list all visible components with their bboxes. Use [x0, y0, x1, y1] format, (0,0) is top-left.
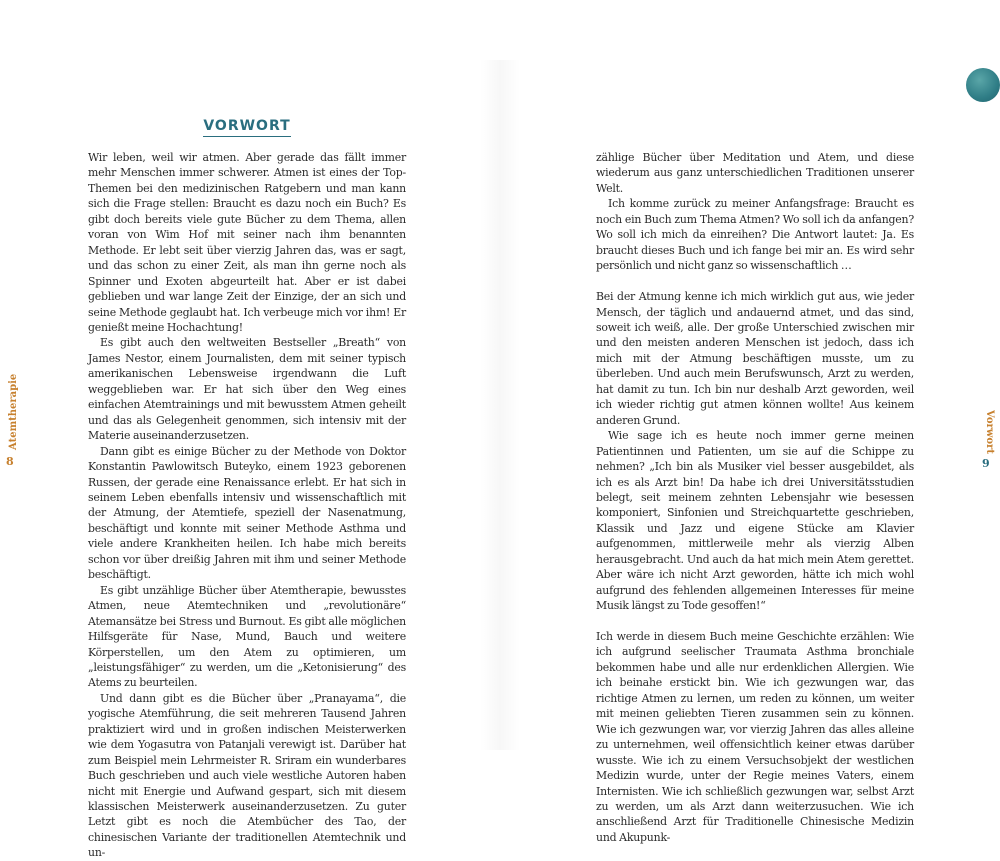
right-running-head-label: Vorwort	[984, 410, 995, 454]
chapter-heading	[88, 118, 406, 134]
paragraph: Es gibt unzählige Bücher über Atemtherapie, bewusstes Atmen, neue Atemtechniken und „revolutionäre“ Atemansätze bei Stress und Burnout. Es gibt alle möglichen Hilfsgeräte für Nase, Mund, Bauch und weitere Körperstellen, um den Atem zu optimieren, um „leistungsfähiger“ zu werden, um die „Ketonisierung“ des Atems zu beurteilen.	[88, 583, 406, 690]
left-page-number: 8	[6, 455, 14, 468]
paragraph: Es gibt auch den weltweiten Bestseller „Breath“ von James Nestor, einem Journalisten, dem mit seiner typisch amerikanischen Lebensweise irgendwann die Luft weggeblieben war. Er hat sich über den Weg eines einfachen Atemtrainings und mit bewusstem Atmen geheilt und das als Gelegenheit genommen, sich intensiv mit der Materie auseinanderzusetzen.	[88, 336, 406, 443]
paragraph: zählige Bücher über Meditation und Atem, und diese wiederum aus ganz unterschiedlichen Traditionen unserer Welt.	[596, 151, 914, 195]
chapter-heading-text: VORWORT	[203, 118, 290, 137]
paragraph: Dann gibt es einige Bücher zu der Methode von Doktor Konstantin Pawlowitsch Buteyko, einem 1923 geborenen Russen, der gerade eine Renaissance erlebt. Er hat sich in seinem Leben ebenfalls intensiv und wissenschaftlich mit der Atmung, der Atemtiefe, speziell der Nasenatmung, beschäftigt und konnte mit seiner Methode Asthma und viele andere Krankheiten heilen. Ich habe mich bereits schon vor über dreißig Jahren mit ihm und seiner Methode beschäftigt.	[88, 444, 406, 582]
paragraph: Und dann gibt es die Bücher über „Pranayama“, die yogische Atemführung, die seit mehreren Tausend Jahren praktiziert wird und in großen indischen Meisterwerken wie dem Yogasutra von Patanjali verewigt ist. Darüber hat zum Beispiel mein Lehrmeister R. Sriram ein wunderbares Buch geschrieben und auch viele westliche Autoren haben nicht mit Energie und Aufwand gespart, sich mit diesem klassischen Meisterwerk auseinanderzusetzen. Zu guter Letzt gibt es noch die Atembücher des Tao, der chinesischen Variante der traditionellen Atemtechnik und un-	[88, 691, 406, 860]
paragraph: Wie sage ich es heute noch immer gerne meinen Patientinnen und Patienten, um sie auf die Schippe zu nehmen? „Ich bin als Musiker viel besser ausgebildet, als ich es als Arzt bin! Da habe ich drei Universitätsstudien belegt, seit meinem zehnten Lebensjahr wie besessen komponiert, Sinfonien und Streichquartette geschrieben, Klassik und Jazz und eigene Stücke am Klavier aufgenommen, mittlerweile mehr als vierzig Alben herausgebracht. Und auch da hat mich mein Atem gerettet. Aber wäre ich nicht Arzt geworden, hätte ich mich wohl aufgrund des fehlenden allgemeinen Interesses für meine Musik längst zu Tode gesoffen!“	[596, 429, 914, 613]
left-text-column	[88, 150, 406, 861]
paragraph: Ich komme zurück zu meiner Anfangsfrage: Braucht es noch ein Buch zum Thema Atmen? Wo soll ich da anfangen? Wo soll ich mich da einreihen? Die Antwort lautet: Ja. Es braucht dieses Buch und ich fange bei mir an. Es wird sehr persönlich und nicht ganz so wissenschaftlich …	[596, 197, 914, 273]
paragraph: Bei der Atmung kenne ich mich wirklich gut aus, wie jeder Mensch, der täglich und andauernd atmet, und das sind, soweit ich weiß, alle. Der große Unterschied zwischen mir und den meisten anderen Menschen ist jedoch, dass ich mich mit der Atmung beschäftigen musste, um zu überleben. Und auch mein Berufswunsch, Arzt zu werden, hat damit zu tun. Ich bin nur deshalb Arzt geworden, weil ich wieder richtig gut atmen können wollte! Aus keinem anderen Grund.	[596, 290, 914, 427]
left-running-head-label: Atemtherapie	[8, 373, 19, 450]
right-page-number: 9	[982, 457, 990, 470]
teal-circle-decoration	[966, 68, 1000, 102]
right-text-column	[596, 150, 914, 845]
paragraph: Wir leben, weil wir atmen. Aber gerade das fällt immer mehr Menschen immer schwerer. Atmen ist eines der Top-Themen bei den medizinischen Ratgebern und man kann sich die Frage stellen: Braucht es dazu noch ein Buch? Es gibt doch bereits viele gute Bücher zu dem Thema, allen voran von Wim Hof mit seiner nach ihm benannten Methode. Er lebt seit über vierzig Jahren das, was er sagt, und das schon zu einer Zeit, als man ihn gerne noch als Spinner und Exoten abgeurteilt hat. Aber er ist dabei geblieben und war lange Zeit der Einzige, der an sich und seine Methode geglaubt hat. Ich verbeuge mich vor ihm! Er genießt meine Hochachtung!	[88, 151, 406, 334]
paragraph: Ich werde in diesem Buch meine Geschichte erzählen: Wie ich aufgrund seelischer Traumata Asthma bronchiale bekommen habe und alle nur erdenklichen Allergien. Wie ich beinahe erstickt bin. Wie ich gezwungen war, das richtige Atmen zu lernen, um reden zu können, um weiter mit meinen geliebten Tieren zusammen sein zu können. Wie ich gezwungen war, vor vierzig Jahren das alles alleine zu unternehmen, weil offensichtlich keiner etwas darüber wusste. Wie ich zu einem Versuchsobjekt der westlichen Medizin wurde, unter der Regie meines Vaters, einem Internisten. Wie ich schließlich gezwungen war, selbst Arzt zu werden, um als Arzt dann weiterzusuchen. Wie ich anschließend Arzt für Traditionelle Chinesische Medizin und Akupunk-	[596, 630, 914, 844]
